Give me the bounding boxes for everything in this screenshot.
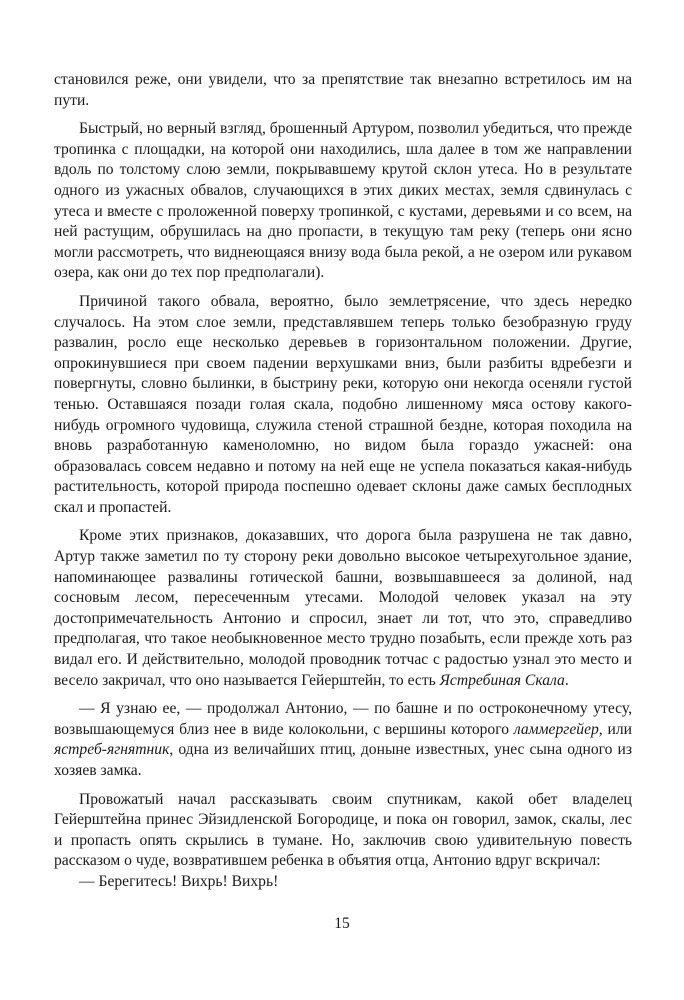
page-number: 15 (334, 915, 350, 932)
paragraph-continuation: становился реже, они увидели, что за препятствие так внезапно встретилось им на пути. (54, 71, 632, 109)
paragraph-arthur-glance: Быстрый, но верный взгляд, брошенный Артуром, позволил убедиться, что прежде тропинка с площадки, на которой они находились, шла далее в том же направлении вдоль по толстому слою земли, покрывавшему крутой склон утеса. Но в результате одного из ужасных обвалов, случающихся в этих диких местах, земля сдвинулась с утеса и вместе с проложенной поверху тропинкой, с кустами, деревьями и со всем, на ней растущим, обрушилась на дно пропасти, в текущую там реку (теперь они ясно могли рассмотреть, что виднеющаяся внизу вода была рекой, а не озером или рукавом озера, как они до тех пор предполагали). (54, 120, 632, 282)
vulture-italic: ястреб-ягнятник (54, 741, 170, 759)
paragraph-warning: — Берегитесь! Вихрь! Вихрь! (79, 872, 279, 890)
paragraph-antonio-speech (54, 699, 632, 781)
lammergeier-italic: ламмергейер, (513, 720, 603, 738)
speech-text-c: , одна из величайших птиц, доныне известных, унес сына одного из хозяев замка. (54, 741, 632, 779)
book-page-text (54, 70, 632, 893)
tower-text-end: . (564, 671, 569, 689)
speech-text-b: или (602, 720, 632, 738)
tower-text: Кроме этих признаков, доказавших, что дорога была разрушена не так давно, Артур также заметил по ту сторону реки довольно высокое четырехугольное здание, напоминающее развалины готической башни, возвышавшееся за долиной, над сосновым лесом, пересеченным утесами. Молодой человек указал на эту достопримечательность Антонио и спросил, знает ли тот, что это, справедливо предполагая, что такое необыкновенное место трудно позабыть, если прежде хоть раз видал его. И действительно, молодой проводник тотчас с радостью узнал это место и весело закричал, что оно называется Гейерштейн, то есть (54, 527, 632, 689)
speech-text-a: — Я узнаю ее, — продолжал Антонио, — по башне и по остроконечному утесу, возвышающемуся близ нее в виде колокольни, с вершины которого (54, 700, 632, 738)
paragraph-guide-story: Провожатый начал рассказывать своим спутникам, какой обет владелец Гейерштейна принес Эйзидленской Богородице, и пока он говорил, замок, скалы, лес и пропасть опять скрылись в тумане. Но, заключив свою удивительную повесть рассказом о чуде, возвратившем ребенка в объятия отца, Антонио вдруг вскричал: (54, 790, 632, 870)
paragraph-landslide-cause: Причиной такого обвала, вероятно, было землетрясение, что здесь нередко случалось. На этом слое земли, представлявшем теперь только безобразную груду развалин, росло еще несколько деревьев в горизонтальном положении. Другие, опрокинувшиеся при своем падении верхушками вниз, были разбиты вдребезги и повергнуты, словно былинки, в быстрину реки, которую они некогда осеняли густой тенью. Оставшаяся позади голая скала, подобно лишенному мяса остову какого-нибудь огромного чудовища, служила стеной страшной бездне, которая походила на вновь разработанную каменоломню, но видом была гораздо ужасней: она образовалась совсем недавно и потому на ней еще не успела показаться какая-нибудь растительность, которой природа поспешно одевает склоны даже самых бесплодных скал и пропастей. (54, 292, 632, 516)
paragraph-tower-sighting (54, 526, 632, 691)
hawk-rock-italic: Ястребиная Скала (439, 671, 565, 689)
